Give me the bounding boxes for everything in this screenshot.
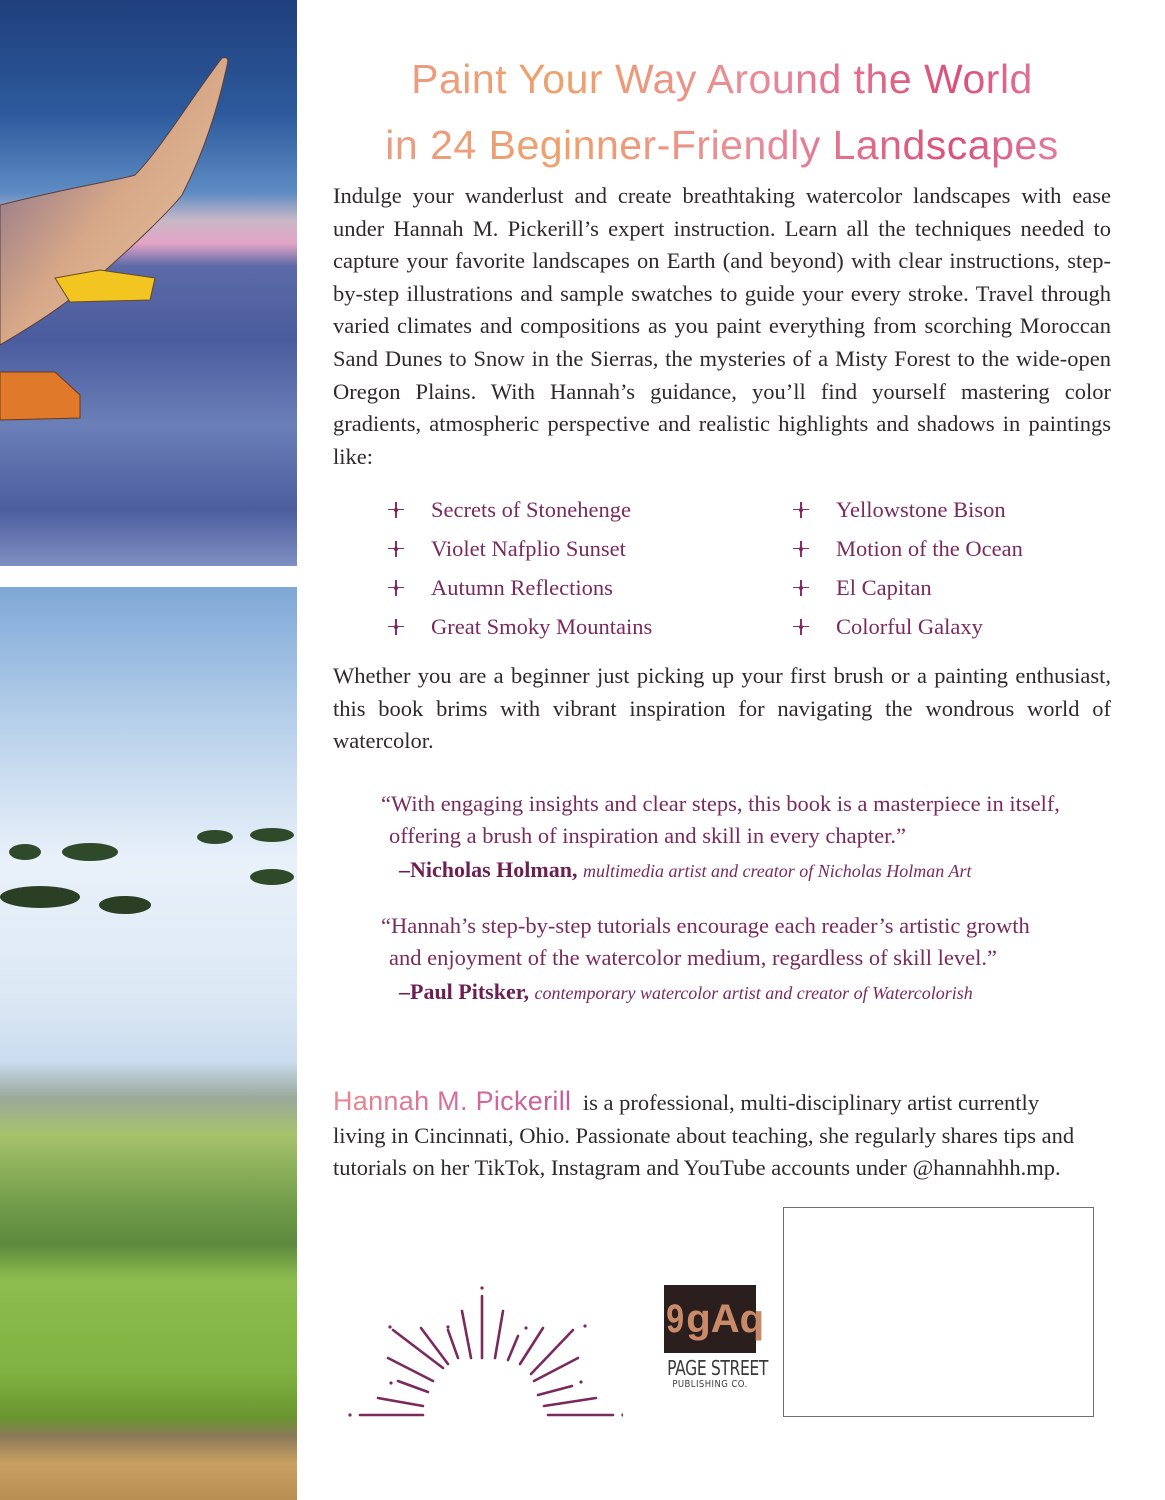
quote-attribution xyxy=(381,976,1081,1009)
sparkle-icon xyxy=(388,541,404,557)
headline-line-1: Paint Your Way Around the World xyxy=(411,56,1033,102)
trees-illustration xyxy=(0,587,297,1500)
headline-line-2: in 24 Beginner-Friendly Landscapes xyxy=(385,122,1059,168)
airplane-wing-illustration xyxy=(0,0,297,566)
rolling-hills-painting xyxy=(0,587,297,1500)
testimonial-quote xyxy=(381,910,1081,1009)
quote-author: –Nicholas Holman, xyxy=(399,857,578,882)
author-bio-text: is a professional, multi-disciplinary artist currently living in Cincinnati, Ohio. Passionate about teaching, she regularly shares tips and tutorials on her TikTok, Instagram and YouTube accounts under @hannahhh.mp. xyxy=(333,1090,1075,1180)
sparkle-icon xyxy=(388,619,404,635)
list-item: Motion of the Ocean xyxy=(793,529,1093,568)
sparkle-icon xyxy=(793,580,809,596)
airplane-wing-painting xyxy=(0,0,297,566)
quote-author: –Paul Pitsker, xyxy=(399,979,529,1004)
list-item: Violet Nafplio Sunset xyxy=(388,529,793,568)
paintings-list xyxy=(388,490,1088,646)
list-item: Colorful Galaxy xyxy=(793,607,1093,646)
letterpress-type-icon: 9 g A q xyxy=(664,1285,756,1353)
testimonial-quote xyxy=(381,788,1081,887)
sparkle-icon xyxy=(793,541,809,557)
quote-attribution xyxy=(381,854,1081,887)
list-item: Autumn Reflections xyxy=(388,568,793,607)
quote-text: “With engaging insights and clear steps, this book is a masterpiece in itself, offering a brush of inspiration and skill in every chapter.” xyxy=(381,791,1060,848)
author-bio xyxy=(333,1085,1093,1185)
sparkle-icon xyxy=(793,619,809,635)
list-item: El Capitan xyxy=(793,568,1093,607)
barcode-placeholder xyxy=(783,1207,1094,1417)
publisher-name: PAGE STREET xyxy=(667,1356,769,1380)
quote-author-role: multimedia artist and creator of Nicholas Holman Art xyxy=(582,861,972,881)
list-item: Yellowstone Bison xyxy=(793,490,1093,529)
publisher-logo xyxy=(655,1285,769,1415)
quote-text: “Hannah’s step-by-step tutorials encourage each reader’s artistic growth and enjoyment of the watercolor medium, regardless of skill level.” xyxy=(381,913,1030,970)
author-name: Hannah M. Pickerill xyxy=(333,1086,572,1116)
list-item: Great Smoky Mountains xyxy=(388,607,793,646)
list-item: Secrets of Stonehenge xyxy=(388,490,793,529)
sparkle-icon xyxy=(388,502,404,518)
intro-paragraph: Indulge your wanderlust and create breathtaking watercolor landscapes with ease under Hannah M. Pickerill’s expert instruction. Learn all the techniques needed to capture your favorite landscapes on Earth (and beyond) with clear instructions, step-by-step illustrations and sample swatches to guide your every stroke. Travel through varied climates and compositions as you paint everything from scorching Moroccan Sand Dunes to Snow in the Sierras, the mysteries of a Misty Forest to the wide-open Oregon Plains. With Hannah’s guidance, you’ll find yourself mastering color gradients, atmospheric perspective and realistic highlights and shadows in paintings like: xyxy=(333,183,1111,469)
publisher-subtitle: PUBLISHING CO. xyxy=(672,1379,748,1390)
sparkle-icon xyxy=(388,580,404,596)
sunrise-logo-icon xyxy=(338,1278,623,1423)
outro-paragraph: Whether you are a beginner just picking up your first brush or a painting enthusiast, this book brims with vibrant inspiration for navigating the wondrous world of watercolor. xyxy=(333,663,1111,754)
quote-author-role: contemporary watercolor artist and creator of Watercolorish xyxy=(534,983,973,1003)
sparkle-icon xyxy=(793,502,809,518)
headline xyxy=(333,46,1111,178)
